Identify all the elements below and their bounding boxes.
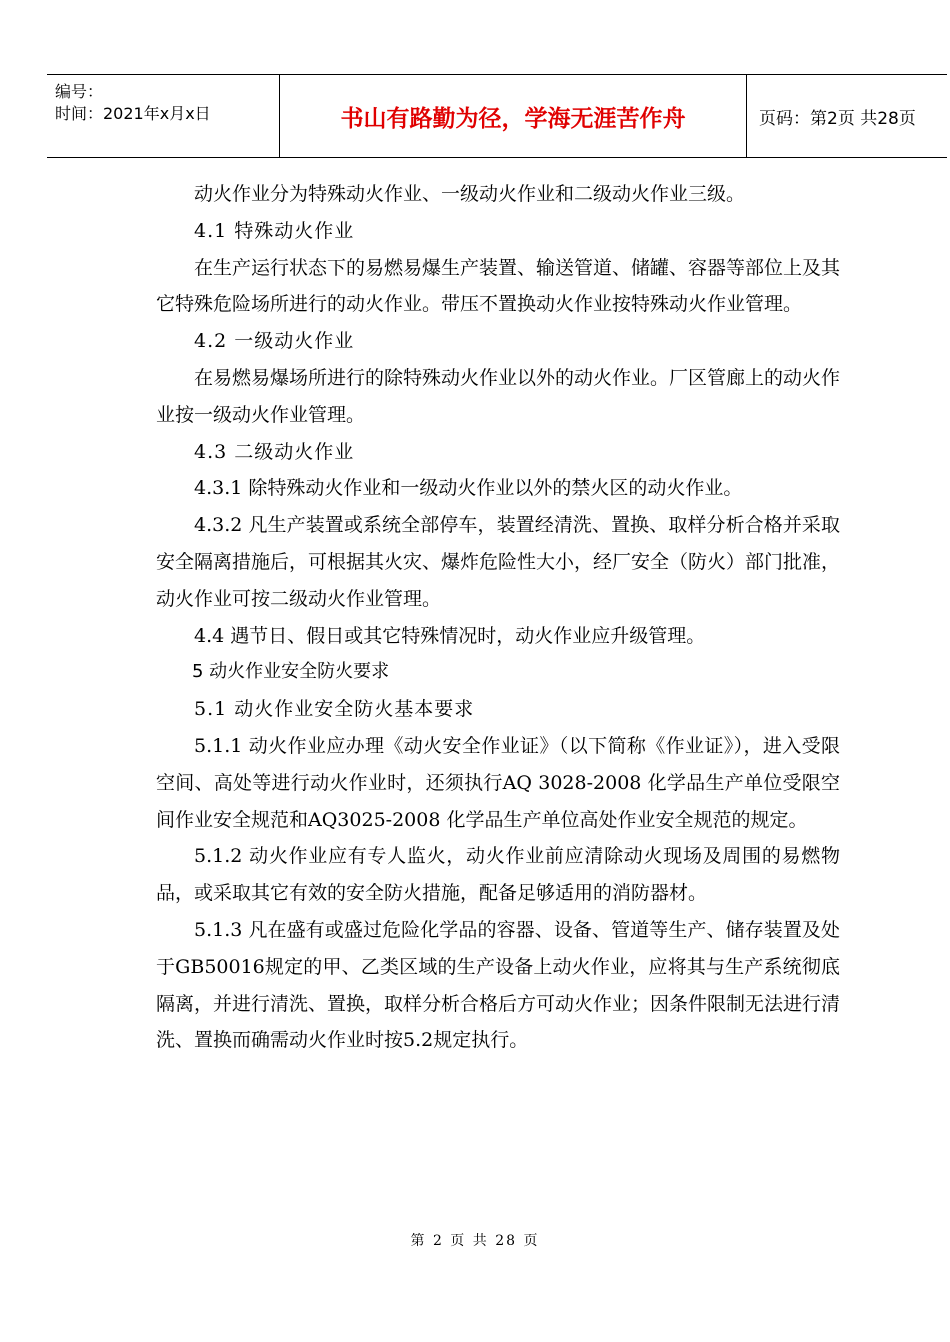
header-motto: 书山有路勤为径，学海无涯苦作舟 (279, 75, 747, 157)
paragraph: 5.1.2 动火作业应有专人监火，动火作业前应清除动火现场及周围的易燃物品，或采取其它有效的安全防火措施，配备足够适用的消防器材。 (156, 845, 840, 905)
paragraph: 5.1.3 凡在盛有或盛过危险化学品的容器、设备、管道等生产、储存装置及处于GB50016规定的甲、乙类区域的生产设备上动火作业，应将其与生产系统彻底隔离，并进行清洗、置换，取样分析合格后方可动火作业；因条件限制无法进行清洗、置换而确需动火作业时按5.2规定执行。 (156, 918, 841, 1052)
document-date-label: 时间：2021年x月x日 (55, 104, 211, 123)
header-meta (47, 75, 279, 157)
paragraph: 在易燃易爆场所进行的除特殊动火作业以外的动火作业。厂区管廊上的动火作业按一级动火作业管理。 (156, 366, 841, 426)
paragraph: 4.4 遇节日、假日或其它特殊情况时，动火作业应升级管理。 (194, 624, 706, 647)
paragraph: 在生产运行状态下的易燃易爆生产装置、输送管道、储罐、容器等部位上及其它特殊危险场所进行的动火作业。带压不置换动火作业按特殊动火作业管理。 (156, 256, 841, 316)
section-heading: 5.1 动火作业安全防火基本要求 (194, 698, 475, 721)
section-heading: 4.2 一级动火作业 (194, 330, 355, 353)
page-header (47, 74, 947, 158)
document-number-label: 编号： (55, 82, 104, 101)
paragraph: 4.3.2 凡生产装置或系统全部停车，装置经清洗、置换、取样分析合格并采取安全隔离措施后，可根据其火灾、爆炸危险性大小，经厂安全（防火）部门批准，动火作业可按二级动火作业管理。 (156, 514, 841, 610)
header-page-number: 页码：第2页 共28页 (759, 108, 916, 129)
paragraph: 4.3.1 除特殊动火作业和一级动火作业以外的禁火区的动火作业。 (194, 477, 743, 500)
page-footer: 第 2 页 共 28 页 (410, 1233, 540, 1249)
paragraph: 5.1.1 动火作业应办理《动火安全作业证》（以下简称《作业证》），进入受限空间、高处等进行动火作业时，还须执行AQ 3028-2008 化学品生产单位受限空间作业安全规范和AQ3025-2008 化学品生产单位高处作业安全规范的规定。 (156, 734, 840, 831)
document-body (156, 176, 840, 1059)
section-heading: 4.3 二级动火作业 (194, 440, 355, 463)
paragraph: 动火作业分为特殊动火作业、一级动火作业和二级动火作业三级。 (194, 183, 746, 205)
section-heading: 4.1 特殊动火作业 (194, 219, 355, 242)
chapter-heading: 5 动火作业安全防火要求 (192, 661, 390, 683)
